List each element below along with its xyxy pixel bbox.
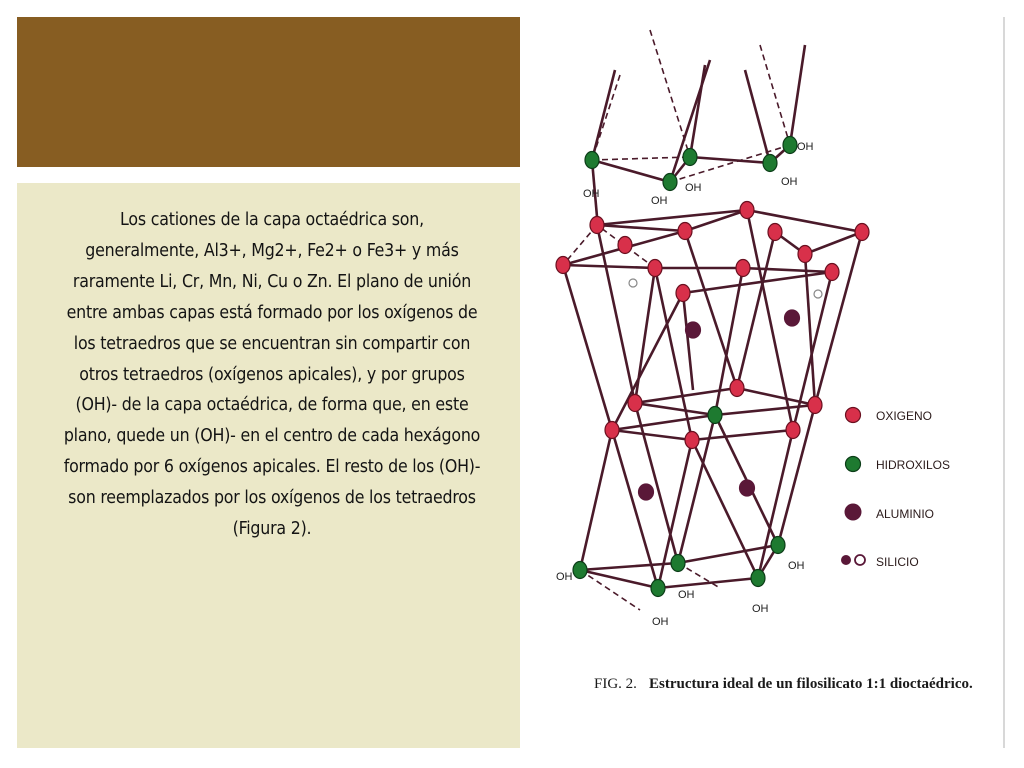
legend-oxygen-label: OXIGENO	[876, 409, 933, 423]
atoms	[556, 137, 869, 597]
aluminium-atom	[686, 322, 701, 338]
oh-label: OH	[797, 141, 814, 153]
legend-hydroxyl-label: HIDROXILOS	[876, 458, 951, 472]
bond-lines	[563, 45, 862, 588]
oh-label: OH	[678, 589, 695, 601]
legend-aluminium-label: ALUMINIO	[876, 507, 935, 521]
hydroxyl-atom	[683, 149, 697, 166]
oxygen-atom	[855, 224, 869, 241]
oh-label: OH	[652, 616, 669, 628]
hydroxyl-atom	[763, 155, 777, 172]
legend-silicon-label: SILICIO	[876, 555, 919, 569]
oxygen-atom	[590, 217, 604, 234]
oxygen-atom	[825, 264, 839, 281]
legend	[841, 408, 950, 570]
dashed-lines	[563, 30, 790, 610]
hydroxyl-atom	[573, 562, 587, 579]
figure-2	[520, 17, 1005, 748]
hydroxyl-atom	[585, 152, 599, 169]
oh-label: OH	[752, 603, 769, 615]
oh-label: OH	[781, 176, 798, 188]
silicon-atom	[629, 279, 637, 287]
hydroxyl-atom	[708, 407, 722, 424]
figure-caption-text: Estructura ideal de un filosilicato 1:1 dioctaédrico.	[649, 676, 973, 692]
oh-label: OH	[788, 560, 805, 572]
oh-label: OH	[583, 188, 600, 200]
oxygen-atom	[740, 202, 754, 219]
aluminium-atom	[639, 484, 654, 500]
oxygen-atom	[618, 237, 632, 254]
oxygen-atom	[605, 422, 619, 439]
oh-label: OH	[685, 182, 702, 194]
oxygen-atom	[786, 422, 800, 439]
oxygen-atom	[648, 260, 662, 277]
aluminium-atom	[785, 310, 800, 326]
text-panel	[17, 183, 520, 748]
oxygen-atom	[730, 380, 744, 397]
oxygen-atom	[628, 395, 642, 412]
hydroxyl-atom	[783, 137, 797, 154]
oxygen-atom	[676, 285, 690, 302]
oxygen-atom	[736, 260, 750, 277]
oxygen-atom	[768, 224, 782, 241]
oxygen-atom	[798, 246, 812, 263]
figure-caption-label: FIG. 2.	[594, 676, 637, 692]
figure-border	[1003, 17, 1005, 748]
oxygen-atom	[685, 432, 699, 449]
legend-aluminium-icon	[845, 504, 862, 521]
oxygen-atom	[678, 223, 692, 240]
oh-label: OH	[556, 571, 573, 583]
hydroxyl-atom	[671, 555, 685, 572]
hydroxyl-atom	[651, 580, 665, 597]
hydroxyl-atom	[663, 174, 677, 191]
crystal-structure-diagram	[520, 17, 1005, 748]
legend-hydroxyl-icon	[846, 457, 861, 472]
oxygen-atom	[556, 257, 570, 274]
title-bar	[17, 17, 520, 167]
hydroxyl-atom	[771, 537, 785, 554]
oh-label: OH	[651, 195, 668, 207]
legend-silicon-icon	[841, 555, 851, 565]
legend-oxygen-icon	[846, 408, 861, 423]
legend-silicon-hollow-icon	[855, 555, 865, 565]
oxygen-atom	[808, 397, 822, 414]
body-text: Los cationes de la capa octaédrica son, generalmente, Al3+, Mg2+, Fe2+ o Fe3+ y más raramente Li, Cr, Mn, Ni, Cu o Zn. El plano de unión entre ambas capas está formado por los oxígenos de los tetraedros que se encuentran sin compartir con otros tetraedros (oxígenos apicales), y por grupos (OH)- de la capa octaédrica, de forma que, en este plano, quede un (OH)- en el centro de cada hexágono formado por 6 oxígenos apicales. El resto de los (OH)- son reemplazados por los oxígenos de los tetraedros (Figura 2).	[63, 210, 481, 540]
hydroxyl-atom	[751, 570, 765, 587]
silicon-atom	[814, 290, 822, 298]
aluminium-atom	[740, 480, 755, 496]
